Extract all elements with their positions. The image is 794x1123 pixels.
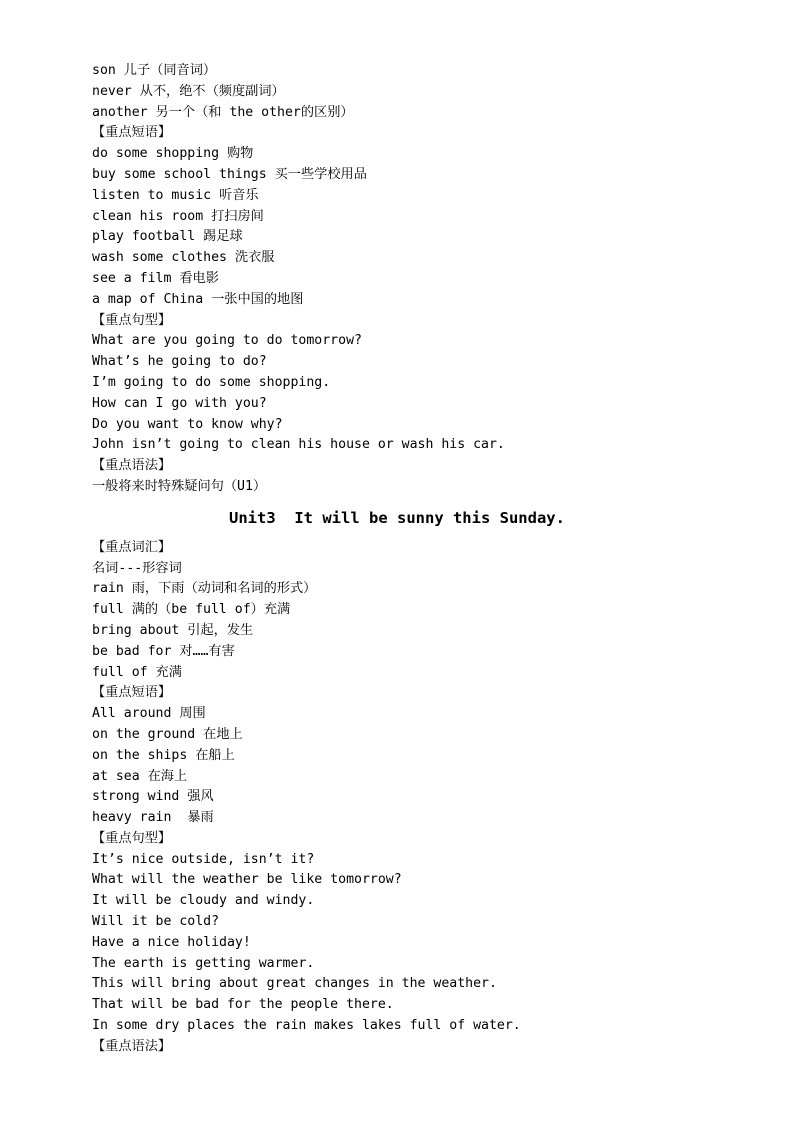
sentence-line: That will be bad for the people there. — [92, 997, 394, 1013]
unit-title: Unit3 It will be sunny this Sunday. — [229, 508, 565, 527]
phrase-line: on the ships 在船上 — [92, 747, 235, 763]
vocab-line: be bad for 对……有害 — [92, 643, 235, 659]
sentence-line: What are you going to do tomorrow? — [92, 333, 362, 349]
sentence-line: This will bring about great changes in the weather. — [92, 976, 497, 992]
vocab-line: full of 充满 — [92, 664, 182, 680]
sentence-line: How can I go with you? — [92, 395, 267, 411]
vocab-heading: 【重点词汇】 — [92, 539, 172, 555]
vocab-line: rain 雨，下雨（动词和名词的形式） — [92, 581, 317, 597]
sentence-line: In some dry places the rain makes lakes full of water. — [92, 1018, 521, 1034]
sentence-line: Have a nice holiday! — [92, 934, 251, 950]
phrase-line: play football 踢足球 — [92, 229, 243, 245]
vocab-line: 名词---形容词 — [92, 560, 182, 576]
grammar-heading: 【重点语法】 — [92, 458, 172, 474]
phrase-line: clean his room 打扫房间 — [92, 208, 264, 224]
vocab-line: son 儿子（同音词） — [92, 63, 217, 78]
sentence-line: What will the weather be like tomorrow? — [92, 872, 402, 888]
vocab-line: full 满的（be full of）充满 — [92, 602, 291, 618]
phrase-line: do some shopping 购物 — [92, 146, 254, 162]
vocab-line: bring about 引起，发生 — [92, 622, 254, 638]
sentence-line: John isn’t going to clean his house or wash his car. — [92, 437, 505, 453]
sentence-line: It’s nice outside, isn’t it? — [92, 851, 315, 867]
phrases-heading: 【重点短语】 — [92, 125, 172, 141]
sentence-line: Do you want to know why? — [92, 416, 283, 432]
phrase-line: see a film 看电影 — [92, 270, 219, 286]
vocab-line: another 另一个（和 the other的区别） — [92, 104, 354, 120]
phrase-line: wash some clothes 洗衣服 — [92, 250, 275, 266]
sentence-line: The earth is getting warmer. — [92, 955, 315, 971]
phrase-line: buy some school things 买一些学校用品 — [92, 166, 367, 182]
phrase-line: listen to music 听音乐 — [92, 187, 259, 203]
sentence-line: I’m going to do some shopping. — [92, 374, 331, 390]
vocab-line: never 从不，绝不（频度副词） — [92, 83, 285, 99]
document-content — [92, 61, 732, 1058]
sentence-line: It will be cloudy and windy. — [92, 893, 315, 909]
sentences-heading: 【重点句型】 — [92, 312, 172, 328]
phrase-line: strong wind 强风 — [92, 789, 214, 805]
phrase-line: a map of China 一张中国的地图 — [92, 291, 304, 307]
sentences-heading: 【重点句型】 — [92, 830, 172, 846]
grammar-line: 一般将来时特殊疑问句（U1） — [92, 478, 267, 494]
grammar-heading: 【重点语法】 — [92, 1038, 172, 1054]
sentence-line: What’s he going to do? — [92, 354, 267, 370]
phrase-line: All around 周围 — [92, 706, 206, 722]
phrases-heading: 【重点短语】 — [92, 685, 172, 701]
phrase-line: heavy rain 暴雨 — [92, 810, 214, 826]
sentence-line: Will it be cold? — [92, 914, 220, 930]
phrase-line: at sea 在海上 — [92, 768, 188, 784]
phrase-line: on the ground 在地上 — [92, 726, 243, 742]
